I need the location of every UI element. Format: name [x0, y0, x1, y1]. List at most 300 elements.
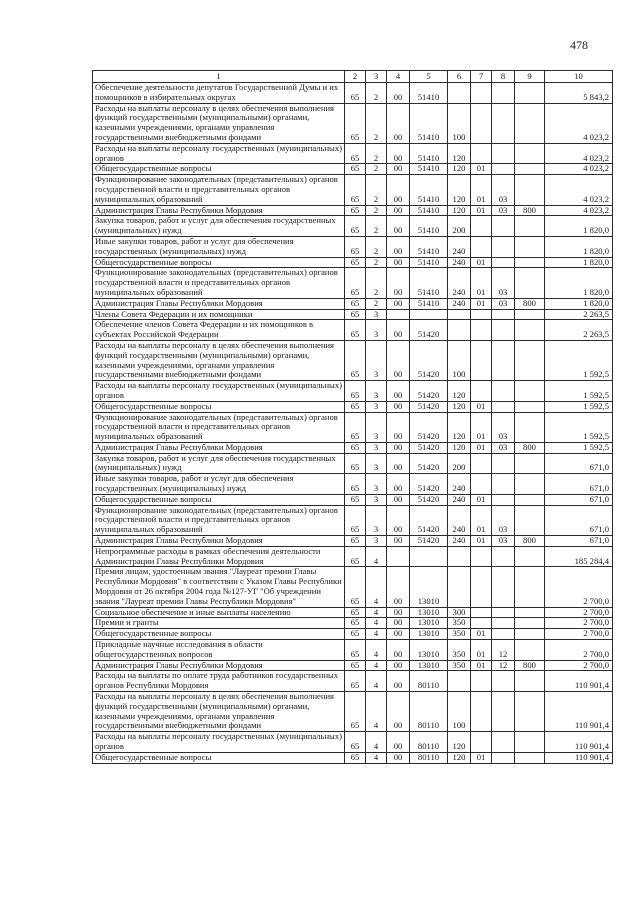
cell-rz: [471, 236, 492, 257]
cell-rz: [471, 567, 492, 607]
cell-os: 00: [387, 143, 410, 164]
cell-grbs: 800: [515, 536, 545, 547]
cell-sum: 671,0: [545, 494, 613, 505]
cell-sum: 1 592,5: [545, 442, 613, 453]
cell-pr: [492, 546, 515, 567]
cell-gp: 65: [345, 536, 366, 547]
cell-sum: 1 592,5: [545, 381, 613, 402]
cell-pgp: 4: [366, 671, 387, 692]
cell-vr: 240: [448, 257, 471, 268]
cell-grbs: [515, 412, 545, 442]
cell-name: Администрация Главы Республики Мордовия: [93, 205, 345, 216]
cell-os: 00: [387, 629, 410, 640]
cell-pgp: 3: [366, 320, 387, 341]
cell-rz: [471, 453, 492, 474]
cell-napr: 51410: [410, 143, 448, 164]
cell-vr: 240: [448, 298, 471, 309]
cell-pr: [492, 453, 515, 474]
cell-rz: [471, 732, 492, 753]
cell-rz: [471, 83, 492, 104]
cell-name: Премия лицам, удостоенным звания "Лауреат премии Главы Республики Мордовия" в соответствии с Указом Главы Республики Мордовия от 26 октября 2004 года №127-УГ "Об учреждении звания "Лауреат премии Главы Республики Мордовия": [93, 567, 345, 607]
header-cell-rz: 7: [471, 71, 492, 83]
cell-pr: 03: [492, 298, 515, 309]
cell-os: 00: [387, 205, 410, 216]
cell-name: Обеспечение деятельности депутатов Государственной Думы и их помощников в избирательных округах: [93, 83, 345, 104]
cell-os: 00: [387, 607, 410, 618]
cell-pgp: 2: [366, 236, 387, 257]
cell-vr: [448, 671, 471, 692]
table-row: [93, 298, 613, 309]
cell-rz: 01: [471, 660, 492, 671]
cell-name: Администрация Главы Республики Мордовия: [93, 536, 345, 547]
cell-pr: 12: [492, 660, 515, 671]
cell-vr: 240: [448, 236, 471, 257]
cell-vr: 350: [448, 629, 471, 640]
cell-sum: 1 820,0: [545, 268, 613, 298]
cell-vr: [448, 320, 471, 341]
cell-pr: 03: [492, 505, 515, 535]
cell-napr: 13010: [410, 660, 448, 671]
cell-name: Функционирование законодательных (представительных) органов государственной власти и представительных органов муниципальных образований: [93, 175, 345, 205]
cell-os: 00: [387, 381, 410, 402]
cell-pgp: 2: [366, 216, 387, 237]
cell-pgp: 2: [366, 103, 387, 143]
table-row: [93, 442, 613, 453]
cell-napr: 51420: [410, 320, 448, 341]
cell-rz: [471, 671, 492, 692]
cell-pr: [492, 143, 515, 164]
cell-napr: 51410: [410, 268, 448, 298]
cell-sum: 2 700,0: [545, 607, 613, 618]
cell-pr: [492, 103, 515, 143]
cell-rz: 01: [471, 442, 492, 453]
cell-sum: 2 700,0: [545, 567, 613, 607]
cell-os: 00: [387, 453, 410, 474]
cell-sum: 110 901,4: [545, 692, 613, 732]
table-row: [93, 618, 613, 629]
cell-name: Иные закупки товаров, работ и услуг для обеспечения государственных (муниципальных) нужд: [93, 474, 345, 495]
header-cell-pgp: 3: [366, 71, 387, 83]
cell-vr: [448, 309, 471, 320]
cell-sum: 2 263,5: [545, 309, 613, 320]
cell-pr: 03: [492, 412, 515, 442]
cell-grbs: [515, 546, 545, 567]
cell-grbs: [515, 340, 545, 380]
cell-os: 00: [387, 505, 410, 535]
cell-gp: 65: [345, 618, 366, 629]
cell-gp: 65: [345, 340, 366, 380]
cell-pgp: 3: [366, 442, 387, 453]
cell-pgp: 2: [366, 83, 387, 104]
cell-os: [387, 309, 410, 320]
cell-grbs: 800: [515, 660, 545, 671]
cell-gp: 65: [345, 320, 366, 341]
cell-napr: 51410: [410, 103, 448, 143]
cell-os: [387, 546, 410, 567]
cell-pr: 03: [492, 175, 515, 205]
cell-vr: 240: [448, 268, 471, 298]
cell-vr: 240: [448, 494, 471, 505]
cell-gp: 65: [345, 205, 366, 216]
cell-name: Общегосударственные вопросы: [93, 401, 345, 412]
cell-sum: 4 023,2: [545, 205, 613, 216]
table-row: [93, 607, 613, 618]
cell-grbs: [515, 629, 545, 640]
cell-os: 00: [387, 83, 410, 104]
cell-vr: 120: [448, 175, 471, 205]
cell-os: 00: [387, 732, 410, 753]
cell-gp: 65: [345, 671, 366, 692]
cell-name: Общегосударственные вопросы: [93, 494, 345, 505]
cell-vr: 120: [448, 442, 471, 453]
cell-vr: 200: [448, 216, 471, 237]
cell-vr: [448, 83, 471, 104]
table-row: [93, 752, 613, 763]
cell-pr: [492, 752, 515, 763]
cell-rz: [471, 692, 492, 732]
cell-gp: 65: [345, 442, 366, 453]
cell-vr: 120: [448, 205, 471, 216]
cell-pr: 03: [492, 205, 515, 216]
cell-rz: [471, 381, 492, 402]
cell-name: Непрограммные расходы в рамках обеспечения деятельности Администрации Главы Республики Мордовия: [93, 546, 345, 567]
cell-grbs: [515, 83, 545, 104]
cell-pgp: 4: [366, 607, 387, 618]
cell-rz: [471, 309, 492, 320]
cell-napr: 51410: [410, 164, 448, 175]
cell-pgp: 4: [366, 546, 387, 567]
cell-vr: 100: [448, 340, 471, 380]
cell-pgp: 2: [366, 268, 387, 298]
cell-vr: 350: [448, 618, 471, 629]
cell-pr: [492, 618, 515, 629]
cell-os: 00: [387, 567, 410, 607]
table-row: [93, 381, 613, 402]
cell-rz: 01: [471, 494, 492, 505]
cell-grbs: [515, 618, 545, 629]
cell-pr: [492, 309, 515, 320]
cell-vr: 350: [448, 640, 471, 661]
cell-vr: 120: [448, 412, 471, 442]
cell-gp: 65: [345, 732, 366, 753]
cell-pgp: 3: [366, 453, 387, 474]
cell-rz: [471, 546, 492, 567]
table-row: [93, 640, 613, 661]
cell-rz: 01: [471, 401, 492, 412]
cell-name: Расходы на выплаты персоналу государственных (муниципальных) органов: [93, 381, 345, 402]
cell-grbs: [515, 164, 545, 175]
cell-grbs: [515, 494, 545, 505]
cell-vr: 100: [448, 692, 471, 732]
cell-os: 00: [387, 442, 410, 453]
table-row: [93, 474, 613, 495]
cell-pgp: 2: [366, 143, 387, 164]
cell-napr: 13010: [410, 567, 448, 607]
cell-gp: 65: [345, 453, 366, 474]
cell-vr: 240: [448, 505, 471, 535]
cell-rz: 01: [471, 752, 492, 763]
cell-os: 00: [387, 412, 410, 442]
cell-pgp: 3: [366, 474, 387, 495]
table-header: [93, 71, 613, 83]
cell-os: 00: [387, 494, 410, 505]
cell-pr: [492, 494, 515, 505]
table-row: [93, 103, 613, 143]
cell-pgp: 4: [366, 640, 387, 661]
cell-sum: 110 901,4: [545, 752, 613, 763]
cell-pr: [492, 236, 515, 257]
cell-name: Закупка товаров, работ и услуг для обеспечения государственных (муниципальных) нужд: [93, 216, 345, 237]
cell-grbs: [515, 640, 545, 661]
cell-napr: 51410: [410, 205, 448, 216]
cell-os: 00: [387, 401, 410, 412]
cell-pr: 12: [492, 640, 515, 661]
cell-pgp: 4: [366, 618, 387, 629]
cell-gp: 65: [345, 143, 366, 164]
cell-rz: [471, 474, 492, 495]
cell-gp: 65: [345, 692, 366, 732]
cell-name: Расходы на выплаты персоналу в целях обеспечения выполнения функций государственными (муниципальными) органами, казенными учреждениями, органами управления государственными внебюджетными фондами: [93, 340, 345, 380]
cell-rz: [471, 607, 492, 618]
cell-name: Прикладные научные исследования в области общегосударственных вопросов: [93, 640, 345, 661]
cell-napr: [410, 546, 448, 567]
cell-os: 00: [387, 536, 410, 547]
cell-grbs: 800: [515, 205, 545, 216]
cell-napr: 51410: [410, 257, 448, 268]
cell-pr: [492, 567, 515, 607]
cell-gp: 65: [345, 268, 366, 298]
cell-vr: [448, 567, 471, 607]
table-row: [93, 536, 613, 547]
header-cell-pr: 8: [492, 71, 515, 83]
cell-rz: 01: [471, 205, 492, 216]
cell-pgp: 2: [366, 205, 387, 216]
cell-rz: 01: [471, 298, 492, 309]
cell-napr: 80110: [410, 692, 448, 732]
cell-name: Общегосударственные вопросы: [93, 164, 345, 175]
header-cell-napr: 5: [410, 71, 448, 83]
cell-pgp: 4: [366, 629, 387, 640]
cell-napr: 51420: [410, 536, 448, 547]
cell-gp: 65: [345, 412, 366, 442]
cell-grbs: [515, 268, 545, 298]
cell-napr: 51420: [410, 505, 448, 535]
budget-table: [92, 70, 613, 764]
cell-rz: [471, 143, 492, 164]
cell-napr: 13010: [410, 629, 448, 640]
header-cell-grbs: 9: [515, 71, 545, 83]
cell-pr: 03: [492, 536, 515, 547]
cell-pgp: 3: [366, 412, 387, 442]
cell-gp: 65: [345, 175, 366, 205]
cell-grbs: [515, 453, 545, 474]
cell-pgp: 2: [366, 175, 387, 205]
cell-sum: 4 023,2: [545, 103, 613, 143]
cell-vr: 120: [448, 401, 471, 412]
cell-os: 00: [387, 692, 410, 732]
cell-name: Социальное обеспечение и иные выплаты населению: [93, 607, 345, 618]
cell-pr: [492, 732, 515, 753]
cell-napr: 80110: [410, 752, 448, 763]
cell-vr: 200: [448, 453, 471, 474]
cell-name: Обеспечение членов Совета Федерации и их помощников в субъектах Российской Федерации: [93, 320, 345, 341]
cell-pgp: 2: [366, 164, 387, 175]
cell-vr: [448, 546, 471, 567]
cell-napr: 51410: [410, 298, 448, 309]
cell-grbs: [515, 671, 545, 692]
cell-pr: [492, 671, 515, 692]
cell-vr: 300: [448, 607, 471, 618]
cell-pr: [492, 340, 515, 380]
cell-sum: 2 700,0: [545, 618, 613, 629]
cell-napr: 51410: [410, 216, 448, 237]
cell-pgp: 3: [366, 505, 387, 535]
cell-rz: 01: [471, 640, 492, 661]
cell-name: Администрация Главы Республики Мордовия: [93, 660, 345, 671]
cell-rz: [471, 320, 492, 341]
cell-sum: 110 901,4: [545, 671, 613, 692]
cell-pgp: 4: [366, 752, 387, 763]
cell-grbs: [515, 309, 545, 320]
table-row: [93, 401, 613, 412]
cell-pr: 03: [492, 442, 515, 453]
cell-sum: 671,0: [545, 536, 613, 547]
cell-napr: 51420: [410, 381, 448, 402]
cell-vr: 120: [448, 164, 471, 175]
cell-os: 00: [387, 175, 410, 205]
table-row: [93, 660, 613, 671]
cell-os: 00: [387, 320, 410, 341]
cell-name: Общегосударственные вопросы: [93, 752, 345, 763]
cell-name: Администрация Главы Республики Мордовия: [93, 298, 345, 309]
cell-pgp: 4: [366, 732, 387, 753]
cell-grbs: [515, 752, 545, 763]
cell-gp: 65: [345, 567, 366, 607]
cell-pgp: 3: [366, 536, 387, 547]
cell-grbs: [515, 607, 545, 618]
table-row: [93, 494, 613, 505]
cell-grbs: [515, 692, 545, 732]
table-row: [93, 567, 613, 607]
cell-rz: 01: [471, 268, 492, 298]
table-row: [93, 412, 613, 442]
cell-sum: 2 700,0: [545, 660, 613, 671]
table-row: [93, 453, 613, 474]
cell-gp: 65: [345, 381, 366, 402]
cell-sum: 1 820,0: [545, 236, 613, 257]
cell-gp: 65: [345, 752, 366, 763]
table-row: [93, 268, 613, 298]
cell-gp: 65: [345, 236, 366, 257]
cell-pr: [492, 164, 515, 175]
cell-gp: 65: [345, 216, 366, 237]
cell-pr: [492, 381, 515, 402]
cell-sum: 110 901,4: [545, 732, 613, 753]
page-number: 478: [570, 38, 588, 52]
cell-sum: 1 592,5: [545, 412, 613, 442]
cell-napr: 51420: [410, 442, 448, 453]
cell-napr: 80110: [410, 732, 448, 753]
cell-grbs: [515, 732, 545, 753]
cell-sum: 671,0: [545, 505, 613, 535]
table-row: [93, 629, 613, 640]
cell-grbs: [515, 143, 545, 164]
cell-grbs: 800: [515, 442, 545, 453]
cell-pr: [492, 83, 515, 104]
cell-rz: [471, 618, 492, 629]
cell-sum: 4 023,2: [545, 175, 613, 205]
table-row: [93, 257, 613, 268]
cell-name: Расходы на выплаты персоналу в целях обеспечения выполнения функций государственными (муниципальными) органами, казенными учреждениями, органами управления государственными внебюджетными фондами: [93, 692, 345, 732]
cell-name: Функционирование законодательных (представительных) органов государственной власти и представительных органов муниципальных образований: [93, 412, 345, 442]
cell-grbs: [515, 236, 545, 257]
cell-pr: [492, 401, 515, 412]
cell-grbs: [515, 381, 545, 402]
cell-os: 00: [387, 164, 410, 175]
cell-napr: 80110: [410, 671, 448, 692]
cell-vr: 120: [448, 732, 471, 753]
cell-os: 00: [387, 103, 410, 143]
header-cell-name: 1: [93, 71, 345, 83]
cell-rz: 01: [471, 175, 492, 205]
cell-os: 00: [387, 216, 410, 237]
cell-os: 00: [387, 474, 410, 495]
cell-pgp: 3: [366, 340, 387, 380]
cell-os: 00: [387, 752, 410, 763]
cell-pr: [492, 474, 515, 495]
cell-napr: 51420: [410, 474, 448, 495]
cell-vr: 240: [448, 474, 471, 495]
cell-pgp: 4: [366, 660, 387, 671]
cell-rz: [471, 103, 492, 143]
cell-napr: [410, 309, 448, 320]
cell-sum: 1 820,0: [545, 257, 613, 268]
table-row: [93, 671, 613, 692]
cell-grbs: [515, 401, 545, 412]
cell-vr: 350: [448, 660, 471, 671]
cell-pr: [492, 607, 515, 618]
cell-rz: 01: [471, 505, 492, 535]
cell-napr: 13010: [410, 618, 448, 629]
cell-sum: 4 023,2: [545, 164, 613, 175]
cell-rz: [471, 216, 492, 237]
cell-grbs: [515, 567, 545, 607]
table-body: [93, 83, 613, 764]
cell-sum: 4 023,2: [545, 143, 613, 164]
cell-name: Расходы на выплаты по оплате труда работников государственных органов Республики Мордовия: [93, 671, 345, 692]
cell-pgp: 3: [366, 309, 387, 320]
cell-pr: [492, 257, 515, 268]
table-row: [93, 205, 613, 216]
table-row: [93, 320, 613, 341]
cell-grbs: [515, 474, 545, 495]
cell-name: Иные закупки товаров, работ и услуг для обеспечения государственных (муниципальных) нужд: [93, 236, 345, 257]
cell-grbs: [515, 257, 545, 268]
cell-rz: 01: [471, 412, 492, 442]
cell-name: Расходы на выплаты персоналу государственных (муниципальных) органов: [93, 732, 345, 753]
cell-pr: [492, 692, 515, 732]
cell-name: Премии и гранты: [93, 618, 345, 629]
cell-name: Расходы на выплаты персоналу государственных (муниципальных) органов: [93, 143, 345, 164]
cell-os: 00: [387, 268, 410, 298]
cell-napr: 13010: [410, 607, 448, 618]
cell-grbs: [515, 505, 545, 535]
cell-sum: 1 592,5: [545, 340, 613, 380]
cell-sum: 1 820,0: [545, 298, 613, 309]
cell-grbs: [515, 103, 545, 143]
cell-gp: 65: [345, 164, 366, 175]
cell-gp: 65: [345, 474, 366, 495]
